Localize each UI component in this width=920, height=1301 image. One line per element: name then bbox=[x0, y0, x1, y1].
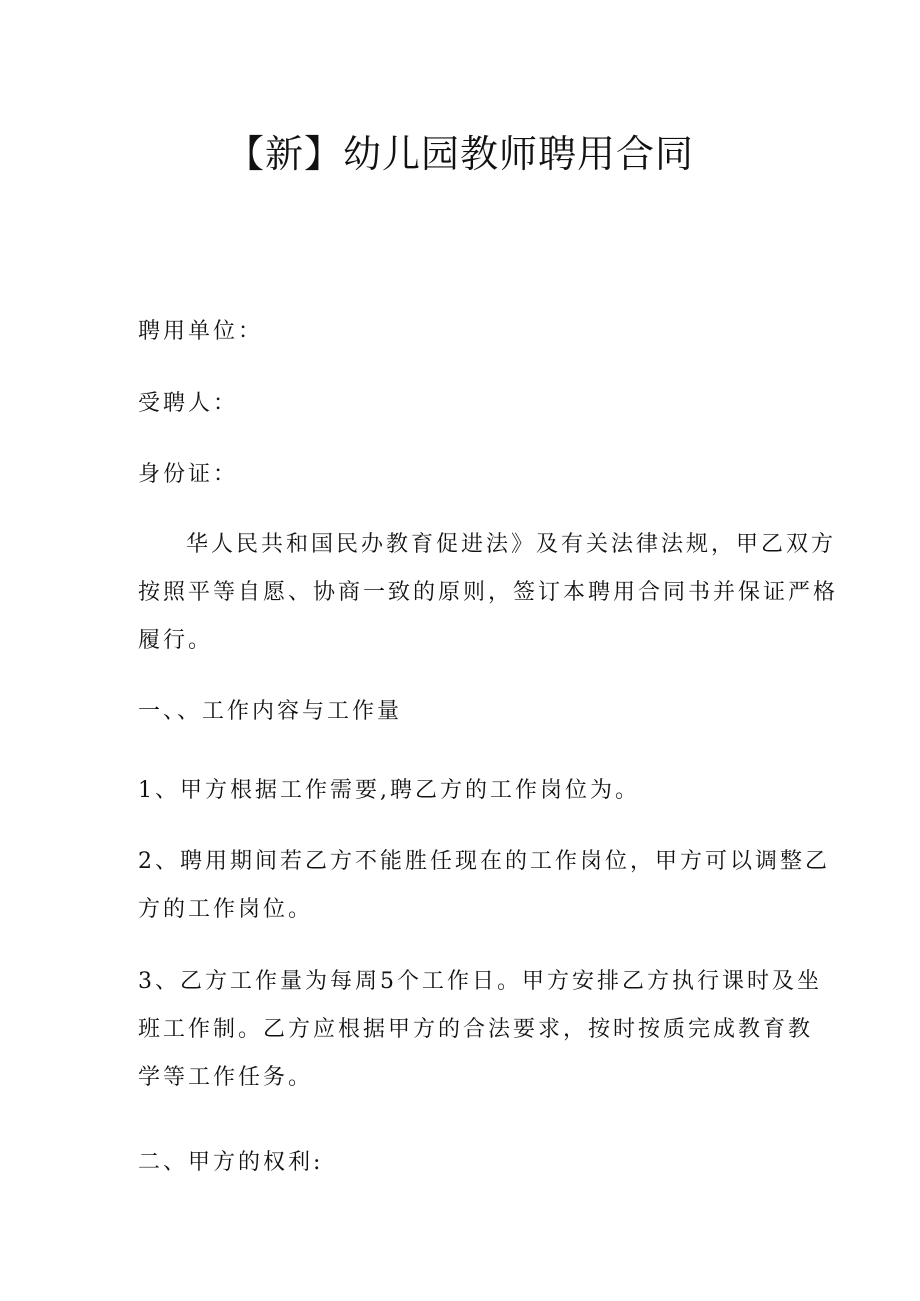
section1-item-2 bbox=[138, 838, 830, 934]
intro-line-1: 华人民共和国民办教育促进法》及有关法律法规，甲乙双方 bbox=[186, 532, 837, 557]
intro-line-3: 履行。 bbox=[138, 628, 214, 653]
section1-item-1: 1、甲方根据工作需要,聘乙方的工作岗位为。 bbox=[138, 778, 640, 803]
field-id-card: 身份证： bbox=[138, 462, 239, 487]
field-employer: 聘用单位： bbox=[138, 319, 264, 344]
item3-line-3: 学等工作任务。 bbox=[138, 1065, 314, 1090]
section1-heading: 一、、工作内容与工作量 bbox=[138, 699, 403, 724]
section1-item-3 bbox=[138, 958, 822, 1102]
item2-line-1: 2、聘用期间若乙方不能胜任现在的工作岗位，甲方可以调整乙 bbox=[138, 849, 830, 874]
item2-line-2: 方的工作岗位。 bbox=[138, 897, 314, 922]
section2-heading: 二、甲方的权利: bbox=[138, 1150, 324, 1175]
item3-line-2: 班工作制。乙方应根据甲方的合法要求，按时按质完成教育教 bbox=[138, 1017, 814, 1042]
field-employee: 受聘人： bbox=[138, 391, 239, 416]
intro-line-2: 按照平等自愿、协商一致的原则，签订本聘用合同书并保证严格 bbox=[138, 580, 839, 605]
item3-line-1: 3、乙方工作量为每周5个工作日。甲方安排乙方执行课时及坐 bbox=[138, 969, 822, 994]
document-title: 【新】幼儿园教师聘用合同 bbox=[225, 132, 694, 176]
intro-paragraph bbox=[138, 521, 839, 665]
